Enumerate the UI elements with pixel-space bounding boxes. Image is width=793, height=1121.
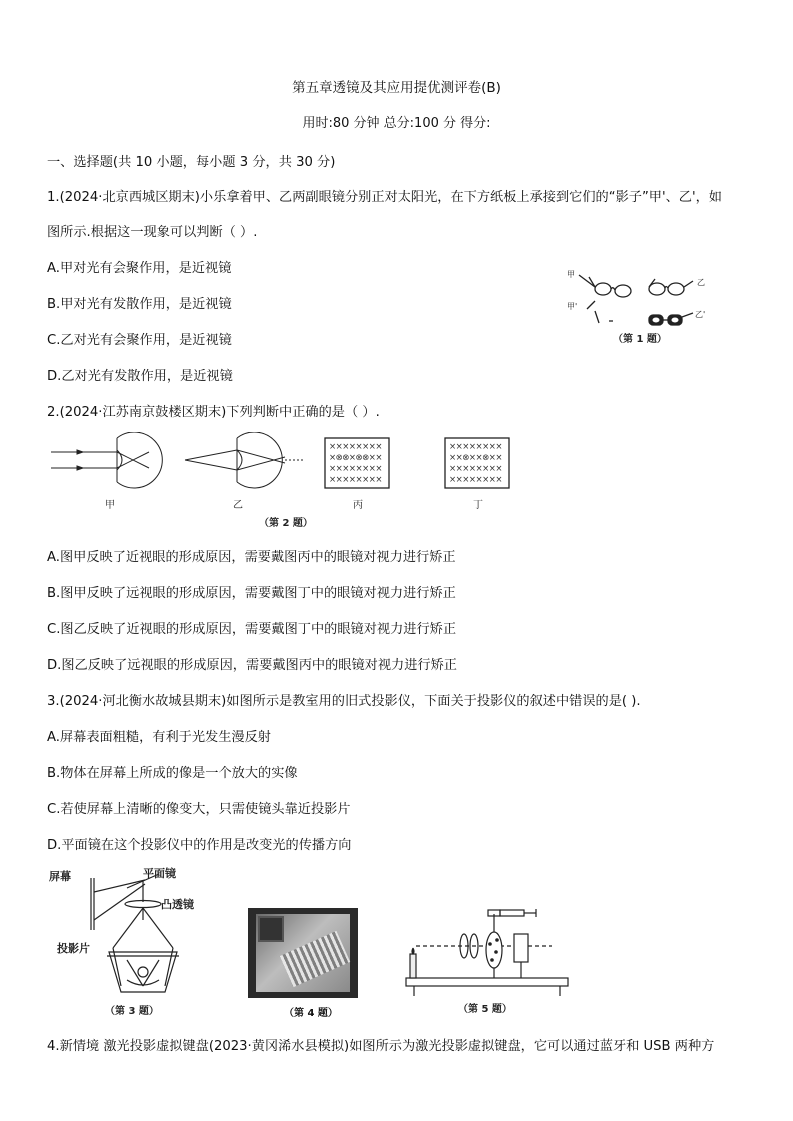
label-fig-jia: 甲 (105, 500, 115, 511)
fig3-caption: （第 3 题） (105, 1006, 159, 1017)
q2-option-c: C.图乙反映了近视眼的形成原因，需要戴图丁中的眼镜对视力进行矫正 (47, 622, 457, 637)
svg-text:××××××××: ×××××××× (329, 464, 382, 474)
q2-stem: 2.(2024·江苏南京鼓楼区期末)下列判断中正确的是（ ）. (47, 405, 380, 420)
q1-glasses-figure (565, 265, 725, 350)
label-lens: 凸透镜 (161, 898, 194, 911)
label-jia-prime: 甲' (567, 302, 578, 311)
label-fig-yi: 乙 (233, 500, 243, 511)
q2-option-a: A.图甲反映了近视眼的形成原因，需要戴图丙中的眼镜对视力进行矫正 (47, 550, 456, 565)
x-grid-figure-ding (445, 438, 509, 488)
x-grid-figure-bing (325, 438, 389, 488)
q1-option-a: A.甲对光有会聚作用，是近视镜 (47, 261, 232, 276)
exam-meta: 用时:80 分钟 总分:100 分 得分: (302, 116, 491, 131)
svg-text:××××××××: ×××××××× (449, 442, 502, 452)
label-slide: 投影片 (57, 942, 90, 955)
q1-option-c: C.乙对光有会聚作用，是近视镜 (47, 333, 232, 348)
fig4-caption: （第 4 题） (284, 1008, 338, 1019)
q1-option-d: D.乙对光有发散作用，是近视镜 (47, 369, 233, 384)
fig5-caption: （第 5 题） (458, 1004, 512, 1015)
paper-title: 第五章透镜及其应用提优测评卷(B) (292, 80, 501, 96)
q3-option-d: D.平面镜在这个投影仪中的作用是改变光的传播方向 (47, 838, 352, 853)
svg-text:××××××××: ×××××××× (329, 442, 382, 452)
q2-eye-figures (47, 432, 527, 532)
svg-text:×⊗⊗×⊗⊗××: ×⊗⊗×⊗⊗×× (329, 453, 382, 463)
q1-option-b: B.甲对光有发散作用，是近视镜 (47, 297, 232, 312)
eye-figure-jia (51, 432, 162, 488)
svg-text:××××××××: ×××××××× (449, 475, 502, 485)
label-fig-ding: 丁 (473, 500, 483, 511)
q3-stem: 3.(2024·河北衡水故城县期末)如图所示是教室用的旧式投影仪，下面关于投影仪的叙述中错误的是( ). (47, 694, 641, 709)
q4-stem: 4.新情境 激光投影虚拟键盘(2023·黄冈浠水县模拟)如图所示为激光投影虚拟键盘，它可以通过蓝牙和 USB 两种方 (47, 1039, 715, 1054)
q1-stem-line1: 1.(2024·北京西城区期末)小乐拿着甲、乙两副眼镜分别正对太阳光，在下方纸板上承接到它们的“影子”甲'、乙'，如 (47, 190, 722, 205)
label-fig-bing: 丙 (353, 500, 363, 511)
laser-keyboard-photo (248, 908, 358, 998)
q3-option-b: B.物体在屏幕上所成的像是一个放大的实像 (47, 766, 298, 781)
q2-option-d: D.图乙反映了远视眼的形成原因，需要戴图丙中的眼镜对视力进行矫正 (47, 658, 457, 673)
q2-option-b: B.图甲反映了远视眼的形成原因，需要戴图丁中的眼镜对视力进行矫正 (47, 586, 456, 601)
svg-text:××××××××: ×××××××× (449, 464, 502, 474)
label-screen: 屏幕 (49, 870, 71, 883)
eye-figure-yi (185, 432, 303, 488)
fig1-caption: （第 1 题） (613, 334, 667, 345)
section-heading: 一、选择题(共 10 小题，每小题 3 分，共 30 分) (47, 155, 336, 170)
fig2-caption: （第 2 题） (259, 518, 313, 529)
label-yi-prime: 乙' (695, 310, 706, 319)
svg-text:××××××××: ×××××××× (329, 475, 382, 485)
q3-option-a: A.屏幕表面粗糙，有利于光发生漫反射 (47, 730, 271, 745)
optical-bench-figure (402, 900, 572, 1020)
q3-option-c: C.若使屏幕上清晰的像变大，只需使镜头靠近投影片 (47, 802, 351, 817)
label-yi: 乙 (697, 278, 705, 287)
svg-text:××⊗××⊗××: ××⊗××⊗×× (449, 453, 502, 463)
projector-figure (47, 866, 227, 1020)
label-mirror: 平面镜 (143, 867, 176, 880)
q1-stem-line2: 图所示.根据这一现象可以判断（ ）. (47, 225, 258, 240)
label-jia: 甲 (567, 270, 575, 279)
